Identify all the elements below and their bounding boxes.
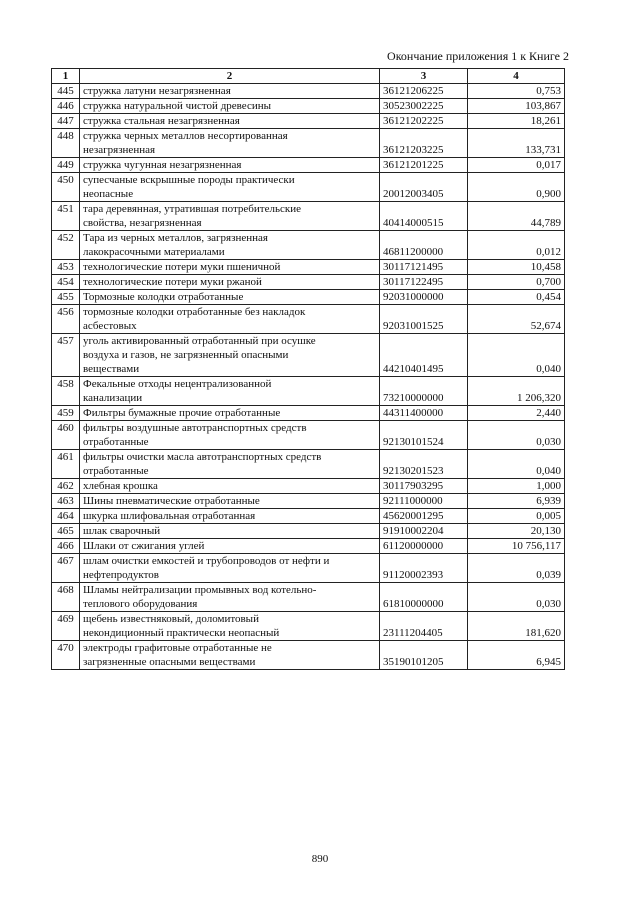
waste-name-line: Тара из черных металлов, загрязненная xyxy=(83,232,268,244)
waste-name-line: фильтры очистки масла автотранспортных средств xyxy=(83,451,322,463)
waste-amount: 133,731 xyxy=(468,129,565,158)
waste-name-line: стружка стальная незагрязненная xyxy=(83,115,240,127)
page-number: 890 xyxy=(311,853,329,865)
waste-name-line: щебень известняковый, доломитовый xyxy=(83,613,259,625)
row-number: 447 xyxy=(52,114,80,129)
waste-name-line: технологические потери муки пшеничной xyxy=(83,261,281,273)
appendix-caption: Окончание приложения 1 к Книге 2 xyxy=(387,49,569,63)
waste-amount: 10 756,117 xyxy=(468,539,565,554)
table-row xyxy=(52,129,565,158)
table-row xyxy=(52,334,565,377)
waste-name-line: Шлаки от сжигания углей xyxy=(83,540,205,552)
waste-name xyxy=(80,334,380,377)
waste-name-line: стружка черных металлов несортированная xyxy=(83,130,288,142)
row-number: 466 xyxy=(52,539,80,554)
waste-name-line: технологические потери муки ржаной xyxy=(83,276,262,288)
waste-name xyxy=(80,494,380,509)
waste-name xyxy=(80,509,380,524)
waste-name-line: лакокрасочными материалами xyxy=(83,246,225,258)
table-row xyxy=(52,305,565,334)
waste-amount: 0,030 xyxy=(468,583,565,612)
waste-code: 73210000000 xyxy=(380,377,468,406)
waste-name xyxy=(80,450,380,479)
table-row xyxy=(52,231,565,260)
waste-amount: 6,945 xyxy=(468,641,565,670)
waste-name xyxy=(80,114,380,129)
row-number: 453 xyxy=(52,260,80,275)
waste-amount: 0,700 xyxy=(468,275,565,290)
waste-code: 36121206225 xyxy=(380,84,468,99)
waste-name xyxy=(80,202,380,231)
waste-code: 61810000000 xyxy=(380,583,468,612)
table-row xyxy=(52,539,565,554)
table-row xyxy=(52,421,565,450)
table-row xyxy=(52,583,565,612)
column-header-1: 1 xyxy=(52,69,80,84)
waste-name xyxy=(80,158,380,173)
waste-name xyxy=(80,612,380,641)
row-number: 459 xyxy=(52,406,80,421)
row-number: 467 xyxy=(52,554,80,583)
waste-name-line: асбестовых xyxy=(83,320,137,332)
waste-amount: 0,005 xyxy=(468,509,565,524)
table-row xyxy=(52,450,565,479)
waste-name-line: фильтры воздушные автотранспортных средств xyxy=(83,422,307,434)
waste-name-line: электроды графитовые отработанные не xyxy=(83,642,272,654)
table-row xyxy=(52,377,565,406)
waste-name xyxy=(80,99,380,114)
waste-code: 23111204405 xyxy=(380,612,468,641)
waste-name-line: воздуха и газов, не загрязненный опасными xyxy=(83,349,289,361)
waste-name-line: загрязненные опасными веществами xyxy=(83,656,256,668)
waste-name xyxy=(80,305,380,334)
waste-name-line: теплового оборудования xyxy=(83,598,198,610)
waste-name-line: Фильтры бумажные прочие отработанные xyxy=(83,407,281,419)
row-number: 452 xyxy=(52,231,80,260)
waste-amount: 1 206,320 xyxy=(468,377,565,406)
waste-name-line: канализации xyxy=(83,392,143,404)
waste-amount: 0,900 xyxy=(468,173,565,202)
waste-name-line: незагрязненная xyxy=(83,144,156,156)
column-header-3: 3 xyxy=(380,69,468,84)
table-header-row xyxy=(52,69,565,84)
waste-amount: 0,040 xyxy=(468,334,565,377)
waste-code: 30117122495 xyxy=(380,275,468,290)
row-number: 464 xyxy=(52,509,80,524)
waste-name xyxy=(80,554,380,583)
waste-code: 44311400000 xyxy=(380,406,468,421)
waste-name-line: супесчаные вскрышные породы практически xyxy=(83,174,295,186)
row-number: 451 xyxy=(52,202,80,231)
waste-name xyxy=(80,275,380,290)
table-row xyxy=(52,158,565,173)
table-row xyxy=(52,554,565,583)
waste-name-line: Шины пневматические отработанные xyxy=(83,495,260,507)
waste-name-line: тормозные колодки отработанные без накладок xyxy=(83,306,306,318)
table-row xyxy=(52,612,565,641)
waste-code: 35190101205 xyxy=(380,641,468,670)
waste-code: 92031000000 xyxy=(380,290,468,305)
table-body xyxy=(52,84,565,670)
waste-name-line: хлебная крошка xyxy=(83,480,158,492)
waste-code: 92130201523 xyxy=(380,450,468,479)
row-number: 463 xyxy=(52,494,80,509)
waste-name xyxy=(80,583,380,612)
waste-amount: 181,620 xyxy=(468,612,565,641)
table-row xyxy=(52,173,565,202)
table-row xyxy=(52,275,565,290)
waste-name-line: уголь активированный отработанный при осушке xyxy=(83,335,316,347)
row-number: 461 xyxy=(52,450,80,479)
waste-amount: 0,454 xyxy=(468,290,565,305)
waste-code: 30523002225 xyxy=(380,99,468,114)
waste-name xyxy=(80,290,380,305)
waste-name xyxy=(80,377,380,406)
waste-code: 36121202225 xyxy=(380,114,468,129)
waste-name xyxy=(80,260,380,275)
row-number: 465 xyxy=(52,524,80,539)
waste-name-line: стружка натуральной чистой древесины xyxy=(83,100,272,112)
waste-name xyxy=(80,129,380,158)
waste-code: 61120000000 xyxy=(380,539,468,554)
waste-amount: 103,867 xyxy=(468,99,565,114)
row-number: 462 xyxy=(52,479,80,494)
row-number: 468 xyxy=(52,583,80,612)
waste-code: 36121201225 xyxy=(380,158,468,173)
row-number: 455 xyxy=(52,290,80,305)
row-number: 456 xyxy=(52,305,80,334)
waste-amount: 0,753 xyxy=(468,84,565,99)
waste-name xyxy=(80,421,380,450)
waste-code: 44210401495 xyxy=(380,334,468,377)
waste-name-line: тара деревянная, утратившая потребительские xyxy=(83,203,301,215)
waste-code: 40414000515 xyxy=(380,202,468,231)
waste-name-line: Шламы нейтрализации промывных вод котельно- xyxy=(83,584,317,596)
table-row xyxy=(52,524,565,539)
waste-name xyxy=(80,524,380,539)
waste-name-line: некондиционный практически неопасный xyxy=(83,627,280,639)
waste-name xyxy=(80,173,380,202)
column-header-4: 4 xyxy=(468,69,565,84)
row-number: 450 xyxy=(52,173,80,202)
row-number: 448 xyxy=(52,129,80,158)
waste-amount: 1,000 xyxy=(468,479,565,494)
waste-name xyxy=(80,539,380,554)
row-number: 446 xyxy=(52,99,80,114)
waste-amount: 18,261 xyxy=(468,114,565,129)
row-number: 457 xyxy=(52,334,80,377)
waste-code: 91910002204 xyxy=(380,524,468,539)
table-row xyxy=(52,84,565,99)
table-row xyxy=(52,99,565,114)
waste-name-line: свойства, незагрязненная xyxy=(83,217,202,229)
table-row xyxy=(52,260,565,275)
waste-name-line: шлак сварочный xyxy=(83,525,161,537)
table-row xyxy=(52,202,565,231)
waste-name-line: Фекальные отходы нецентрализованной xyxy=(83,378,272,390)
waste-amount: 0,030 xyxy=(468,421,565,450)
row-number: 458 xyxy=(52,377,80,406)
waste-amount: 0,039 xyxy=(468,554,565,583)
waste-code: 92031001525 xyxy=(380,305,468,334)
waste-amount: 10,458 xyxy=(468,260,565,275)
waste-amount: 44,789 xyxy=(468,202,565,231)
table-row xyxy=(52,479,565,494)
waste-name-line: Тормозные колодки отработанные xyxy=(83,291,244,303)
waste-name xyxy=(80,231,380,260)
waste-code: 45620001295 xyxy=(380,509,468,524)
waste-name-line: шлам очистки емкостей и трубопроводов от нефти и xyxy=(83,555,330,567)
waste-code: 46811200000 xyxy=(380,231,468,260)
table-row xyxy=(52,406,565,421)
waste-name xyxy=(80,406,380,421)
waste-code: 36121203225 xyxy=(380,129,468,158)
waste-name-line: неопасные xyxy=(83,188,134,200)
table-row xyxy=(52,494,565,509)
waste-amount: 0,017 xyxy=(468,158,565,173)
table-row xyxy=(52,114,565,129)
row-number: 470 xyxy=(52,641,80,670)
row-number: 460 xyxy=(52,421,80,450)
waste-name xyxy=(80,479,380,494)
waste-name xyxy=(80,641,380,670)
waste-amount: 0,040 xyxy=(468,450,565,479)
waste-name-line: веществами xyxy=(83,363,140,375)
column-header-2: 2 xyxy=(80,69,380,84)
waste-code: 92111000000 xyxy=(380,494,468,509)
waste-code: 91120002393 xyxy=(380,554,468,583)
row-number: 454 xyxy=(52,275,80,290)
waste-code: 30117903295 xyxy=(380,479,468,494)
table-row xyxy=(52,290,565,305)
waste-code: 92130101524 xyxy=(380,421,468,450)
waste-name xyxy=(80,84,380,99)
waste-name-line: отработанные xyxy=(83,436,149,448)
waste-amount: 20,130 xyxy=(468,524,565,539)
row-number: 445 xyxy=(52,84,80,99)
row-number: 469 xyxy=(52,612,80,641)
waste-amount: 52,674 xyxy=(468,305,565,334)
waste-code: 20012003405 xyxy=(380,173,468,202)
waste-table xyxy=(51,68,565,670)
waste-name-line: шкурка шлифовальная отработанная xyxy=(83,510,256,522)
waste-code: 30117121495 xyxy=(380,260,468,275)
waste-name-line: нефтепродуктов xyxy=(83,569,159,581)
table-row xyxy=(52,509,565,524)
waste-name-line: стружка чугунная незагрязненная xyxy=(83,159,242,171)
waste-amount: 6,939 xyxy=(468,494,565,509)
waste-name-line: стружка латуни незагрязненная xyxy=(83,85,231,97)
waste-amount: 0,012 xyxy=(468,231,565,260)
waste-amount: 2,440 xyxy=(468,406,565,421)
table-row xyxy=(52,641,565,670)
row-number: 449 xyxy=(52,158,80,173)
waste-name-line: отработанные xyxy=(83,465,149,477)
